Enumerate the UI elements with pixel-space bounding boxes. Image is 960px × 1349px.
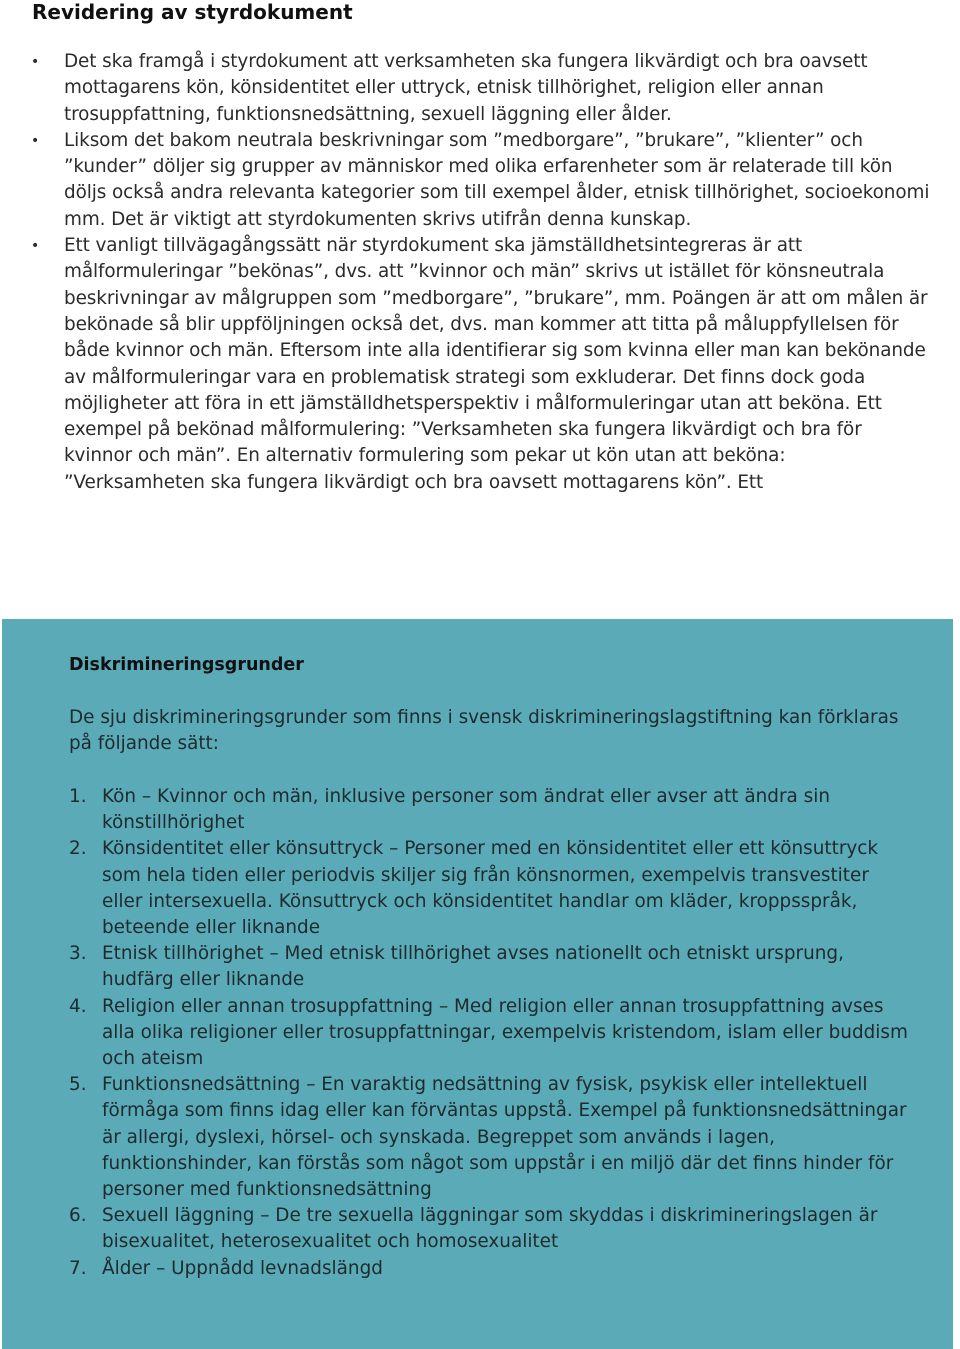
ground-number: 4. (69, 995, 87, 1017)
ground-text: Kön – Kvinnor och män, inklusive personer som ändrat eller avser att ändra sin könstillhörighet (102, 786, 830, 834)
bullet-dot-icon: • (31, 238, 40, 255)
panel-title: Diskrimineringsgrunder (69, 655, 304, 675)
ground-item (69, 994, 909, 1073)
ground-text: Funktionsnedsättning – En varaktig nedsättning av fysisk, psykisk eller intellektuell förmåga som finns idag eller kan förväntas uppstå. Exempel på funktionsnedsättningar är allergi, dyslexi, hörsel- och synskada. Begreppet som används i lagen, funktionshinder, kan förstås som något som uppstår i en miljö där det finns hinder för personer med funktionsnedsättning (102, 1074, 907, 1201)
ground-item (69, 1256, 909, 1282)
bullet-item (30, 233, 930, 496)
ground-number: 2. (69, 838, 87, 860)
ground-item (69, 941, 909, 993)
ground-text: Ålder – Uppnådd levnadslängd (102, 1257, 383, 1279)
ground-item (69, 1072, 909, 1203)
bullet-text: Det ska framgå i styrdokument att verksamheten ska fungera likvärdigt och bra oavsett mottagarens kön, könsidentitet eller uttryck, etnisk tillhörighet, religion eller annan trosuppfattning, funktionsnedsättning, sexuell läggning eller ålder. (64, 51, 868, 125)
ground-text: Sexuell läggning – De tre sexuella läggningar som skyddas i diskrimineringslagen är bisexualitet, heterosexualitet och homosexualitet (102, 1205, 878, 1253)
ground-text: Könsidentitet eller könsuttryck – Personer med en könsidentitet eller ett könsuttryck som hela tiden eller periodvis skiljer sig från könsnormen, exempelvis transvestiter eller intersexuella. Könsuttryck och könsidentitet handlar om kläder, kroppsspråk, beteende eller liknande (102, 838, 879, 939)
bullet-dot-icon: • (31, 132, 40, 149)
bullet-item (30, 49, 930, 128)
ground-text: Etnisk tillhörighet – Med etnisk tillhörighet avses nationellt och etniskt ursprung, hudfärg eller liknande (102, 943, 844, 991)
page-heading: Revidering av styrdokument (32, 0, 353, 24)
ground-item (69, 836, 909, 941)
ground-item (69, 784, 909, 836)
ground-number: 5. (69, 1074, 87, 1096)
ground-number: 1. (69, 786, 87, 807)
grounds-list (69, 784, 909, 1282)
bullet-text: Liksom det bakom neutrala beskrivningar som ”medborgare”, ”brukare”, ”klienter” och ”kunder” döljer sig grupper av människor med olika erfarenheter som är relaterade till kön döljs också andra relevanta kategorier som till exempel ålder, etnisk tillhörighet, socioekonomi mm. Det är viktigt att styrdokumenten skrivs utifrån denna kunskap. (64, 129, 930, 230)
discrimination-grounds-panel (2, 619, 953, 1349)
ground-number: 7. (69, 1257, 87, 1279)
ground-text: Religion eller annan trosuppfattning – Med religion eller annan trosuppfattning avses alla olika religioner eller trosuppfattningar, exempelvis kristendom, islam eller buddism och ateism (102, 995, 908, 1070)
ground-item (69, 1203, 909, 1255)
bullet-dot-icon: • (31, 54, 40, 70)
panel-intro: De sju diskrimineringsgrunder som finns i svensk diskrimineringslagstiftning kan förklaras på följande sätt: (69, 707, 899, 755)
ground-number: 6. (69, 1205, 87, 1227)
bullet-list (30, 49, 930, 496)
bullet-item (30, 128, 930, 233)
ground-number: 3. (69, 943, 87, 965)
bullet-text: Ett vanligt tillvägagångssätt när styrdokument ska jämställdhetsintegreras är att målformuleringar ”bekönas”, dvs. att ”kvinnor och män” skrivs ut istället för könsneutrala beskrivningar av målgruppen som ”medborgare”, ”brukare”, mm. Poängen är att om målen är bekönade så blir uppföljningen också det, dvs. man kommer att titta på måluppfyllelsen för både kvinnor och män. Eftersom inte alla identifierar sig som kvinna eller man kan bekönande av målformuleringar vara en problematisk strategi som exkluderar. Det finns dock goda möjligheter att föra in ett jämställdhetsperspektiv i målformuleringar utan att beköna. Ett exempel på bekönad målformulering: ”Verksamheten ska fungera likvärdigt och bra för kvinnor och män”. En alternativ formulering som pekar ut kön utan att beköna: ”Verksamheten ska fungera likvärdigt och bra oavsett mottagarens kön”. Ett (64, 235, 928, 493)
